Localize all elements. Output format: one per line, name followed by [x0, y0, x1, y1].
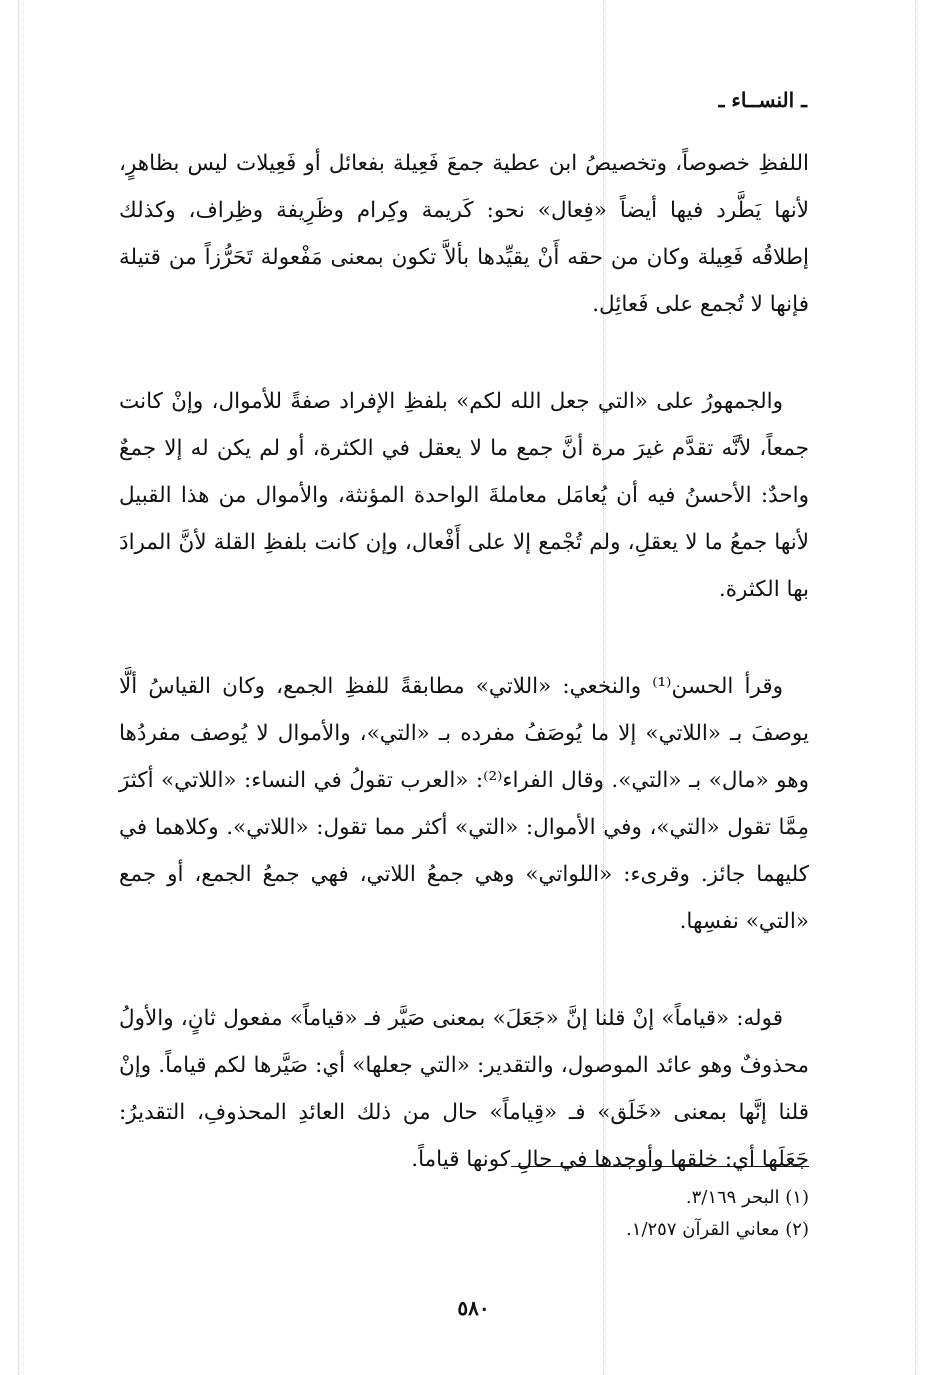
- footnote: (١) البحر ٣/١٦٩.: [685, 1187, 809, 1208]
- paragraph: قوله: «قياماً» إنْ قلنا إنَّ «جَعَلَ» بمعنى صَيَّر فـ «قياماً» مفعول ثانٍ، والأولُ محذوفٌ وهو عائد الموصول، والتقدير: «التي جعلها» أي: صَيَّرها لكم قياماً. وإنْ قلنا إنَّها بمعنى «خَلَق» فـ «قِياماً» حال من ذلك العائدِ المحذوفِ، التقديرُ: جَعَلَها أي: خلقها وأوجدها في حالِ كونها قياماً.: [119, 1006, 809, 1172]
- paragraph: والجمهورُ على «التي جعل الله لكم» بلفظِ الإفراد صفةً للأموال، وإنْ كانت جمعاً، لأنَّه تقدَّم غيرَ مرة أنَّ جمع ما لا يعقل في الكثرة، أو لم يكن له إلا جمعٌ واحدٌ: الأحسنُ فيه أن يُعامَل معاملةَ الواحدة المؤنثة، والأموال من هذا القبيل لأنها جمعُ ما لا يعقلِ، ولم تُجْمع إلا على أَفْعال، وإن كانت بلفظِ القلة لأنَّ المرادَ بها الكثرة.: [119, 389, 809, 602]
- paragraph: اللفظِ خصوصاً، وتخصيصُ ابن عطية جمعَ فَعِيلة بفعائل أو فَعِيلات ليس بظاهرٍ، لأنها يَطَّرد فيها أيضاً «فِعال» نحو: كَريمة وكِرام وظَرِيفة وظِراف، وكذلك إطلاقُه فَعِيلة وكان من حقه أَنْ يقيِّدها بألاَّ تكون بمعنى مَفْعولة تَحَرُّزاً من قتيلة فإنها لا تُجمع على فَعائِل.: [119, 151, 809, 317]
- running-header: ـ النســاء ـ: [718, 88, 807, 112]
- scan-guide-line: [915, 0, 916, 1375]
- paragraph: وقرأ الحسن⁽¹⁾ والنخعي: «اللاتي» مطابقةً للفظِ الجمع، وكان القياسُ ألَّا يوصفَ بـ «اللاتي» إلا ما يُوصَفُ مفرده بـ «التي»، والأموال لا يُوصف مفردُها وهو «مال» بـ «التي». وقال الفراء⁽²⁾: «العرب تقولُ في النساء: «اللاتي» أكثرَ مِمَّا تقول «التي»، وفي الأموال: «التي» أكثر مما تقول: «اللاتي». وكلاهما في كليهما جائز. وقرىء: «اللواتي» وهي جمعُ اللاتي، فهي جمعُ الجمع، أو جمع «التي» نفسِها.: [119, 674, 809, 934]
- page-number: ٥٨٠: [457, 1296, 490, 1320]
- footnotes: [119, 1182, 809, 1246]
- body-text: [119, 140, 809, 1233]
- scan-guide-line: [18, 0, 19, 1375]
- footnote-separator: [511, 1166, 809, 1167]
- footnote: (٢) معاني القرآن ١/٢٥٧.: [626, 1219, 809, 1240]
